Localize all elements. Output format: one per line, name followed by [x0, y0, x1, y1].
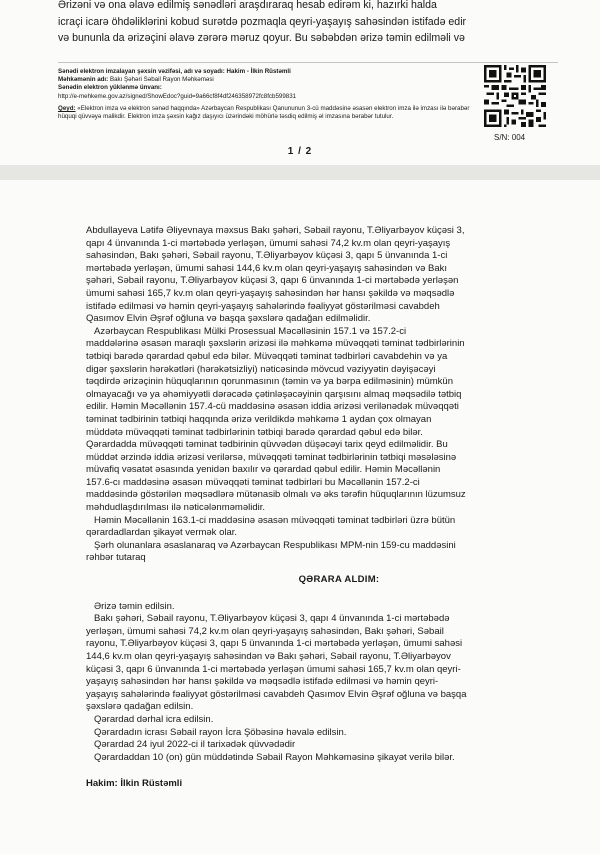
text-line: Qərardaddan 10 (on) gün müddətində Səbail Rayon Məhkəməsinə şikayət verilə bilər. — [94, 751, 455, 763]
court-label: Məhkəmənin adı: — [58, 76, 109, 84]
spacer — [86, 565, 552, 574]
text-line: küçəsi 3, qapı 6 ünvanında 1-ci mərtəbədə yerləşən ümumi sahəsi 165,7 kv.m olan qeyri- — [86, 663, 461, 675]
text-line: tətbiqi barədə qərardad qəbul edə bilər. Müvəqqəti təminat tədbirləri cavabdehin və ya — [86, 350, 448, 362]
text-line: yaşayış sahələrində fəaliyyət göstərilməsi cavabdeh Qasımov Elvin Əşrəf oğluna və başqa — [86, 688, 467, 700]
text-line: edilir. Həmin Məcəllənin 157.4-cü maddəsinə əsasən iddia ərizəsi verilənədək müvəqqəti — [86, 401, 459, 413]
text-line: digər şəxslərin hərəkətləri (hərəkətsizliyi) nəticəsində mövcud vəziyyətin dəyişəcəyi — [86, 363, 436, 375]
text-line: 157.6-cı maddəsinə əsasən müvəqqəti təminat tədbirləri bu Məcəllənin 157.2-ci — [86, 476, 420, 488]
text-line: Qasımov Elvin Əşrəf oğluna və başqa şəxslərə qadağan edilməlidir. — [86, 313, 371, 325]
text-line: 144,6 kv.m olan qeyri-yaşayış sahəsindən və Bakı şəhəri, Səbail rayonu, T.Əliyarbəyov — [86, 651, 451, 662]
text-line: maddəsində göstərilən məqsədlərə mütənasib olmalı və əks tərəfin hüquqlarının lüzumsuz — [86, 489, 466, 501]
text-line: Şərh olunanlara əsaslanaraq və Azərbaycan Respublikası MPM-nin 159-cu maddəsini — [94, 539, 456, 551]
qr-code-icon — [484, 65, 546, 127]
text-line: məhdudlaşdırılması ilə nəticələnməməlidir. — [86, 502, 265, 514]
e-signature-block — [58, 68, 468, 121]
note-text: «Elektron imza və elektron sənəd haqqında» Azərbaycan Respublikası Qanununun 3-cü maddəsinə əsasən elektron imza ilə imzası ilə bərabər hüquqi qüvvəyə malikdir. Elektron imza şəxsin kağız daşıyıcı üzərindəki möhürlə təsdiq edilmiş əl imzasına bərabər tutulur. — [58, 104, 470, 121]
text-line: Ərizəni və ona əlavə edilmiş sənədləri araşdıraraq hesab edirəm ki, hazırki halda — [58, 0, 437, 11]
text-line: Qərardadda müvəqqəti təminat tədbirinin qüvvədən düşəcəyi tarix qeyd edilməlidir. Bu — [86, 439, 448, 451]
court-value: Bakı Şəhəri Səbail Rayon Məhkəməsi — [109, 76, 214, 84]
text-line: müddət ərzində iddia ərizəsi verilərsə, müvəqqəti təminat tədbirlərinin tətbiqi məsələsinə — [86, 451, 457, 463]
text-line: olmayacağı və ya əhəmiyyətli dərəcədə çətinləşəcəyinin qarşısını almaq məqsədilə tətbiq — [86, 388, 462, 400]
text-line: yerləşən, ümumi sahəsi 74,2 kv.m olan qeyri-yaşayış sahəsindən, Bakı şəhəri, Səbail — [86, 625, 444, 637]
signature-divider — [58, 62, 558, 63]
text-line: rəhbər tutaraq — [86, 552, 146, 564]
note-label: Qeyd: — [58, 104, 76, 112]
judge-signature: Hakim: İlkin Rüstəmli — [86, 778, 183, 790]
text-line: istifadə edilməsi və həmin qeyri-yaşayış sahələrində fəaliyyət göstərilməsi cavabdeh — [86, 300, 440, 312]
text-line: Bakı şəhəri, Səbail rayonu, T.Əliyarbəyov küçəsi 3, qapı 4 ünvanında 1-ci mərtəbədə — [94, 613, 450, 625]
text-line: maddələrinə əsasən maraqlı şəxslərin ərizəsi ilə məhkəmə müvəqqəti təminat tədbirlərinin — [86, 338, 465, 350]
document-page-2 — [0, 180, 600, 854]
signer-label: Sənədi elektron imzalayan şəxsin vəzifəsi, adı və soyadı: — [58, 68, 225, 75]
text-line: Qərardadın icrası Səbail rayon İcra Şöbəsinə həvalə edilsin. — [94, 726, 347, 738]
text-line: mərtəbədə yerləşən, ümumi sahəsi 144,6 kv.m olan qeyri-yaşayış sahəsindən və Bakı — [86, 262, 448, 274]
text-line: Qərardad dərhal icra edilsin. — [94, 713, 214, 725]
page-number: 1 / 2 — [287, 146, 313, 157]
text-line: təminat tədbirinin tətbiqi haqqında ərizə verildikdə məhkəmə 1 aydan çox olmayan — [86, 413, 432, 425]
text-line: şəxslərə qadağan edilsin. — [86, 701, 194, 713]
text-line: Abdullayeva Lətifə Əliyevnaya məxsus Bakı şəhəri, Səbail rayonu, T.Əliyarbəyov küçəsi 3, — [86, 225, 465, 236]
text-line: icraçi icarə öhdəliklərini kobud surətdə pozmaqla qeyri-yaşayış sahəsindən istifadə edir — [58, 15, 467, 28]
text-line: Qərardad 24 iyul 2022-ci il tarixədək qüvvədədir — [94, 739, 296, 751]
page2-body-text — [86, 225, 552, 791]
text-line: qərardadlardan şikayət vermək olar. — [86, 527, 238, 539]
text-line: qapı 4 ünvanında 1-ci mərtəbədə yerləşən, ümumi sahəsi 74,2 kv.m olan qeyri-yaşayış — [86, 237, 451, 249]
decision-heading: QƏRARA ALDIM: — [298, 574, 380, 586]
text-line: müddətə müvəqqəti təminat tədbirlərinin tətbiqi barədə qərardad qəbul edə bilər. — [86, 426, 423, 438]
text-line: Ərizə təmin edilsin. — [94, 600, 175, 612]
text-line: rayonu, T.Əliyarbəyov küçəsi 3, qapı 5 ünvanında 1-ci mərtəbədə yerləşən, ümumi sahəsi — [86, 638, 463, 650]
page-separator — [0, 165, 600, 180]
text-line: və bununla da ərizəçini əlavə zərərə məruz qoyur. Bu səbəbdən ərizə təmin edilməli və — [58, 32, 465, 44]
page1-body-text — [58, 0, 558, 47]
spacer — [86, 764, 552, 778]
text-line: sahəsindən, Bakı şəhəri, Səbail rayonu, T.Əliyarbəyov küçəsi 3, qapı 5 ünvanında 1-ci — [86, 250, 448, 262]
url-label: Sənədin elektron yüklənmə ünvanı: — [58, 84, 162, 92]
text-line: təqdirdə ərizəçinin hüquqlarının qorunmasının (təmin və ya bərpa edilməsinin) mümkün — [86, 376, 453, 388]
text-line: müvafiq vəsatət əsasında yenidən baxılır və qərardad qəbul edilir. Həmin Məcəllənin — [86, 464, 441, 476]
serial-number: S/N: 004 — [494, 133, 526, 142]
text-line: Həmin Məcəllənin 163.1-ci maddəsinə əsasən müvəqqəti təminat tədbirləri üzrə bütün — [94, 514, 456, 526]
document-page-1 — [0, 0, 600, 165]
spacer — [86, 587, 552, 601]
signer-value: Hakim - İlkin Rüstəmli — [226, 68, 291, 75]
text-line: Azərbaycan Respublikası Mülki Prosessual Məcəlləsinin 157.1 və 157.2-ci — [94, 325, 407, 337]
text-line: ümumi sahəsi 165,7 kv.m olan qeyri-yaşayış sahəsindən hər hansı şəkildə və məqsədlə — [86, 287, 455, 299]
text-line: şəhəri, Səbail rayonu, T.Əliyarbəyov küçəsi 3, qapı 6 ünvanında 1-ci mərtəbədə yerləşən — [86, 275, 459, 287]
text-line: yaşayış sahəsindən hər hansı şəkildə və məqsədlə istifadə edilməsi və həmin qeyri- — [86, 676, 439, 688]
document-url[interactable]: http://e-mehkeme.gov.az/signed/ShowEdoc?guid=9a66cf8f4df246358972fc8fcb599831 — [58, 92, 297, 100]
